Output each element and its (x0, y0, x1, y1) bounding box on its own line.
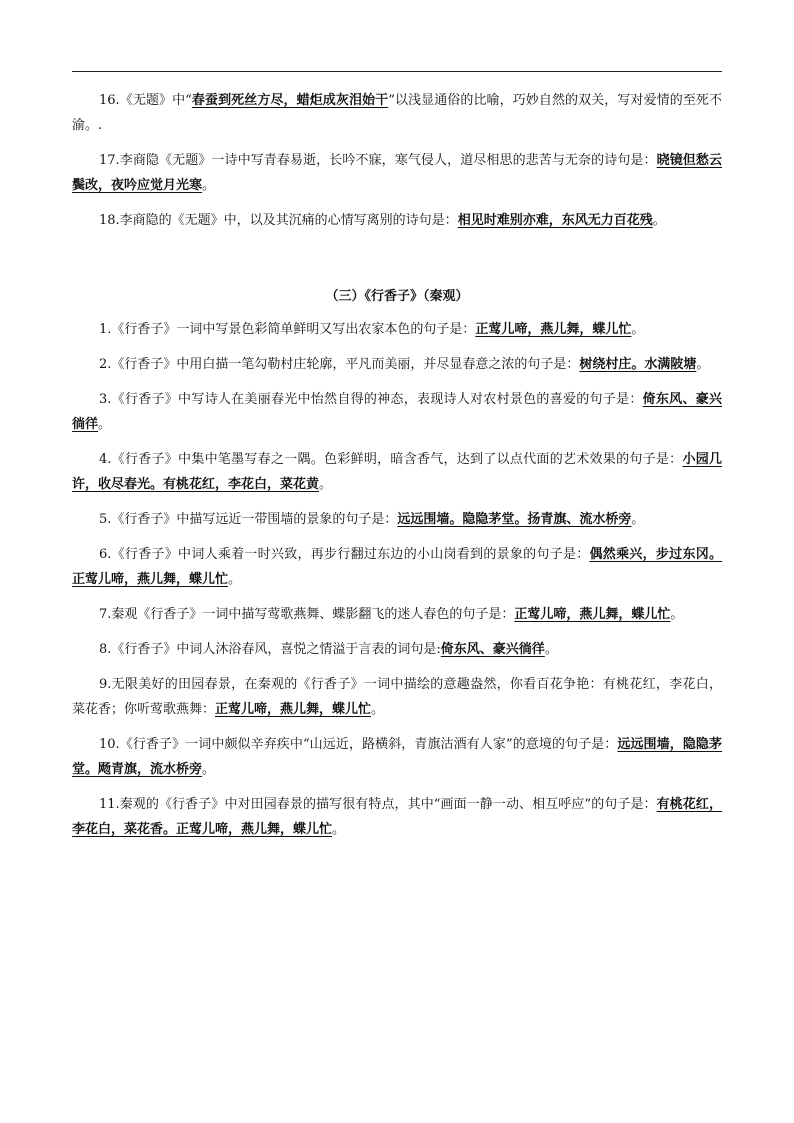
document-body (72, 88, 722, 842)
question-text: 9.无限美好的田园春景，在秦观的《行香子》一词中描绘的意趣盎然，你看百花争艳：有桃花红，李花白，菜花香；你听莺歌燕舞： (72, 677, 722, 717)
question-text: 2.《行香子》中用白描一笔勾勒村庄轮廓，平凡而美丽，并尽显春意之浓的句子是： (99, 357, 580, 372)
answer-text: 正莺儿啼，燕儿舞，蝶儿忙 (475, 322, 632, 337)
question-text-tail: 。 (670, 607, 684, 622)
item-7 (72, 602, 722, 627)
answer-text: 小园几许，收尽春光。有桃花红，李花白，菜花黄 (72, 452, 722, 492)
answer-text: 树绕村庄。水满陂塘 (579, 357, 697, 372)
question-text: 17.李商隐《无题》一诗中写青春易逝，长吟不寐，寒气侵人，道尽相思的悲苦与无奈的诗句是： (99, 153, 657, 168)
question-text-tail: 。 (319, 477, 333, 492)
section-title: （三）《行香子》（秦观） (325, 289, 469, 304)
item-2 (72, 352, 722, 377)
question-text-tail: 。 (202, 762, 216, 777)
answer-text: 相见时难别亦难，东风无力百花残 (457, 213, 653, 228)
question-text-tail: 。 (631, 512, 645, 527)
question-text-tail: 。 (696, 357, 710, 372)
item-10 (72, 732, 722, 782)
answer-text: 偶然乘兴，步过东冈。正莺儿啼，燕儿舞，蝶儿忙 (72, 547, 722, 587)
question-text-tail: 。 (371, 702, 385, 717)
question-18 (72, 208, 722, 233)
item-3 (72, 387, 722, 437)
question-text: 5.《行香子》中描写远近一带围墙的景象的句子是： (99, 512, 398, 527)
item-8 (72, 637, 722, 662)
answer-text: 晓镜但愁云鬓改，夜吟应觉月光寒 (72, 153, 722, 193)
question-text-tail: 。 (202, 178, 216, 193)
answer-text: 正莺儿啼，燕儿舞，蝶儿忙 (215, 702, 372, 717)
question-text: 3.《行香子》中写诗人在美丽春光中怡然自得的神态，表现诗人对农村景色的喜爱的句子是： (99, 392, 643, 407)
question-16 (72, 88, 722, 138)
question-text: 10.《行香子》一词中颇似辛弃疾中“山远近，路横斜，青旗沽酒有人家”的意境的句子是： (99, 737, 618, 752)
question-text: 7.秦观《行香子》一词中描写莺歌燕舞、蝶影翻飞的迷人春色的句子是： (99, 607, 515, 622)
item-1 (72, 317, 722, 342)
answer-text: 有桃花红，李花白，菜花香。正莺儿啼，燕儿舞，蝶儿忙 (72, 797, 722, 837)
answer-text: 远远围墙，隐隐茅堂。飏青旗，流水桥旁 (72, 737, 722, 777)
answer-text: 倚东风、豪兴徜徉 (440, 642, 545, 657)
item-9 (72, 672, 722, 722)
answer-text: 远远围墙。隐隐茅堂。扬青旗、流水桥旁 (397, 512, 632, 527)
question-text: 1.《行香子》一词中写景色彩简单鲜明又写出农家本色的句子是： (99, 322, 476, 337)
question-text-tail: ”以浅显通俗的比喻，巧妙自然的双关，写对爱情的至死不渝。. (72, 93, 722, 133)
question-text: 18.李商隐的《无题》中，以及其沉痛的心情写离别的诗句是： (99, 213, 458, 228)
answer-text: 春蚕到死丝方尽，蜡炬成灰泪始干 (191, 93, 389, 108)
question-text-tail: 。 (652, 213, 666, 228)
item-6 (72, 542, 722, 592)
item-5 (72, 507, 722, 532)
question-text: 6.《行香子》中词人乘着一时兴致，再步行翻过东边的小山岗看到的景象的句子是： (99, 547, 590, 562)
question-text: 16.《无题》中“ (99, 93, 192, 108)
item-4 (72, 447, 722, 497)
question-text: 4.《行香子》中集中笔墨写春之一隅。色彩鲜明，暗含香气，达到了以点代面的艺术效果的句子是： (99, 452, 683, 467)
question-17 (72, 148, 722, 198)
item-11 (72, 792, 722, 842)
question-text-tail: 。 (544, 642, 558, 657)
question-text-tail: 。 (98, 417, 112, 432)
question-text-tail: 。 (332, 822, 346, 837)
question-text-tail: 。 (631, 322, 645, 337)
answer-text: 倚东风、豪兴徜徉 (72, 392, 722, 432)
question-text-tail: 。 (228, 572, 242, 587)
question-text: 11.秦观的《行香子》中对田园春景的描写很有特点，其中“画面一静一动、相互呼应”的句子是： (99, 797, 657, 812)
answer-text: 正莺儿啼，燕儿舞，蝶儿忙 (514, 607, 671, 622)
question-text: 8.《行香子》中词人沐浴春风，喜悦之情溢于言表的词句是: (99, 642, 441, 657)
header-rule (72, 71, 722, 72)
